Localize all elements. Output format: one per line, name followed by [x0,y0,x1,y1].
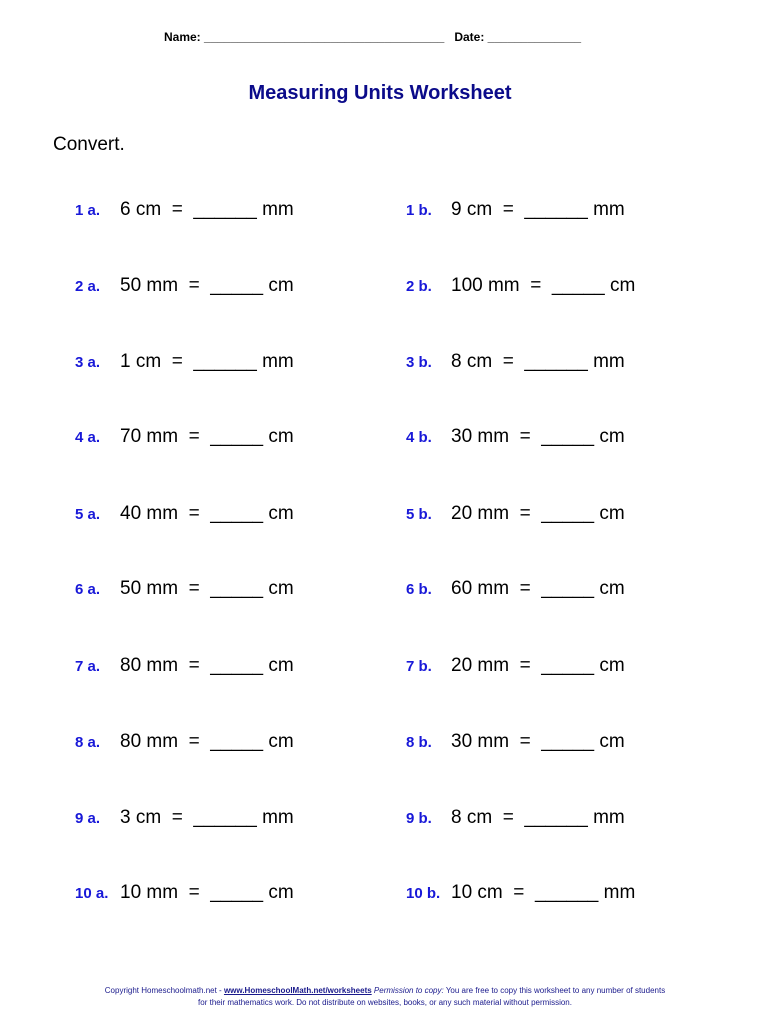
date-blank: ______________ [487,30,582,44]
problem-label: 3 b. [406,354,432,371]
problem-6b [406,576,625,602]
name-blank: ____________________________________ [204,30,445,44]
name-date-line [164,30,581,44]
problem-3a [75,349,294,375]
problem-label: 9 b. [406,810,432,827]
problem-expression: 20 mm = _____ cm [451,655,625,676]
problem-label: 6 b. [406,581,432,598]
problem-label: 4 a. [75,429,101,446]
name-label: Name: [164,30,201,44]
problem-7a [75,653,294,679]
problem-label: 5 b. [406,506,432,523]
problem-10b [406,880,635,906]
problem-expression: 10 cm = ______ mm [451,882,636,903]
problem-label: 10 a. [75,885,109,902]
problem-expression: 1 cm = ______ mm [120,351,294,372]
problem-10a [75,880,294,906]
problem-expression: 40 mm = _____ cm [120,503,294,524]
problem-expression: 9 cm = ______ mm [451,199,625,220]
problem-expression: 8 cm = ______ mm [451,807,625,828]
copyright-text: Copyright Homeschoolmath.net - [104,986,224,995]
problem-expression: 60 mm = _____ cm [451,578,625,599]
worksheet-title: Measuring Units Worksheet [248,82,512,104]
copyright-footer [100,985,670,1009]
problem-expression: 20 mm = _____ cm [451,503,625,524]
problem-5a [75,501,294,527]
problem-4b [406,424,625,450]
problem-6a [75,576,294,602]
problem-expression: 30 mm = _____ cm [451,731,625,752]
problem-2b [406,273,635,299]
problem-1b [406,197,625,223]
problem-label: 2 a. [75,278,101,295]
problem-expression: 8 cm = ______ mm [451,351,625,372]
problem-9b [406,805,625,831]
problem-8b [406,729,625,755]
permission-text: You are free to copy this worksheet to any number of students for their mathematics work. Do not distribute on websites, books, or any such material without permission. [198,986,666,1007]
problem-label: 7 b. [406,658,432,675]
problem-label: 1 a. [75,202,101,219]
problem-5b [406,501,625,527]
problem-label: 9 a. [75,810,101,827]
problem-expression: 50 mm = _____ cm [120,275,294,296]
problem-expression: 6 cm = ______ mm [120,199,294,220]
problem-label: 8 a. [75,734,101,751]
problem-expression: 70 mm = _____ cm [120,426,294,447]
problem-label: 3 a. [75,354,101,371]
problem-label: 5 a. [75,506,101,523]
worksheets-link[interactable]: www.HomeschoolMath.net/worksheets [223,986,372,995]
problem-expression: 30 mm = _____ cm [451,426,625,447]
permission-label: Permission to copy: [373,986,444,995]
problem-label: 8 b. [406,734,432,751]
problem-label: 10 b. [406,885,441,902]
problem-label: 1 b. [406,202,432,219]
problem-1a [75,197,294,223]
problem-expression: 100 mm = _____ cm [451,275,636,296]
problem-2a [75,273,294,299]
problem-label: 4 b. [406,429,432,446]
problem-expression: 10 mm = _____ cm [120,882,294,903]
problem-3b [406,349,625,375]
problem-expression: 80 mm = _____ cm [120,655,294,676]
problem-label: 7 a. [75,658,101,675]
instruction-text: Convert. [53,134,125,155]
problem-expression: 3 cm = ______ mm [120,807,294,828]
problem-8a [75,729,294,755]
problem-4a [75,424,294,450]
problem-expression: 80 mm = _____ cm [120,731,294,752]
problem-7b [406,653,625,679]
problem-label: 2 b. [406,278,432,295]
date-label: Date: [454,30,485,44]
problem-label: 6 a. [75,581,101,598]
problem-9a [75,805,294,831]
problem-expression: 50 mm = _____ cm [120,578,294,599]
